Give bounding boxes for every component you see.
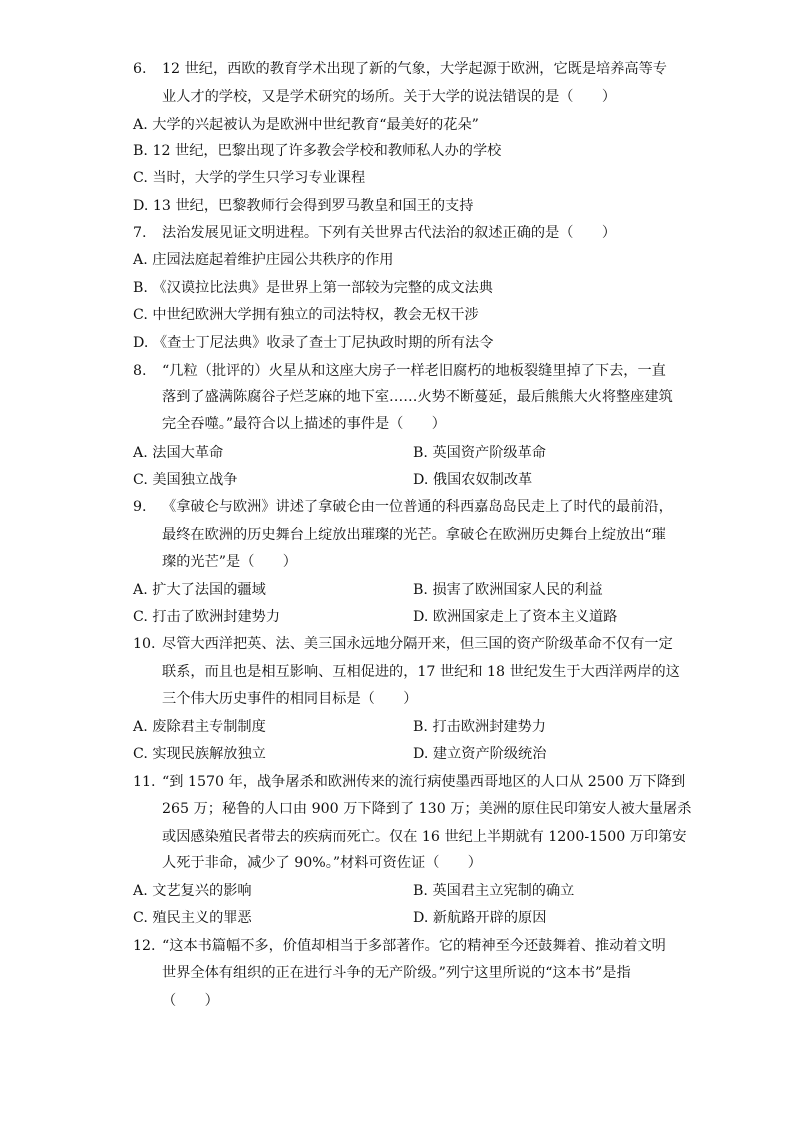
question-stem-line: 三个伟大历史事件的相同目标是（ ） (162, 691, 418, 707)
option-c: C. 殖民主义的罪恶 (133, 910, 252, 926)
question-stem-line: 12 世纪，西欧的教育学术出现了新的气象，大学起源于欧洲，它既是培养高等专 (162, 61, 667, 77)
option-b: B. 打击欧洲封建势力 (413, 719, 546, 735)
question-number: 6. (133, 61, 147, 77)
option-b: B. 《汉谟拉比法典》是世界上第一部较为完整的成文法典 (133, 280, 493, 296)
question-stem-line: 世界全体有组织的正在进行斗争的无产阶级。”列宁这里所说的“这本书”是指 (162, 965, 631, 981)
question-number: 11. (133, 774, 156, 790)
option-b: B. 12 世纪，巴黎出现了许多教会学校和教师私人办的学校 (133, 143, 502, 159)
option-b: B. 损害了欧洲国家人民的利益 (413, 582, 603, 598)
question-stem-line: 业人才的学校，又是学术研究的场所。关于大学的说法错误的是（ ） (162, 89, 617, 105)
question-number: 7. (133, 225, 147, 241)
option-a: A. 大学的兴起被认为是欧洲中世纪教育“最美好的花朵” (133, 117, 479, 133)
option-c: C. 中世纪欧洲大学拥有独立的司法特权，教会无权干涉 (133, 307, 479, 323)
question-stem-line: 尽管大西洋把英、法、美三国永远地分隔开来，但三国的资产阶级革命不仅有一定 (162, 636, 673, 652)
question-stem-line: 璨的光芒”是（ ） (162, 554, 297, 570)
question-number: 10. (133, 636, 156, 652)
option-a: A. 废除君主专制制度 (133, 719, 266, 735)
question-number: 12. (133, 938, 156, 954)
question-stem-line: 完全吞噬。”最符合以上描述的事件是（ ） (162, 416, 446, 432)
option-c: C. 打击了欧洲封建势力 (133, 609, 281, 625)
question-number: 9. (133, 499, 147, 515)
question-number: 8. (133, 363, 147, 379)
option-a: A. 文艺复兴的影响 (133, 883, 252, 899)
question-stem-line: 《拿破仑与欧洲》讲述了拿破仑由一位普通的科西嘉岛岛民走上了时代的最前沿， (162, 499, 673, 515)
option-b: B. 英国君主立宪制的确立 (413, 883, 575, 899)
question-stem-line: （ ） (162, 993, 219, 1009)
option-a: A. 法国大革命 (133, 445, 224, 461)
option-d: D. 《查士丁尼法典》收录了查士丁尼执政时期的所有法令 (133, 335, 494, 351)
option-d: D. 欧洲国家走上了资本主义道路 (413, 609, 618, 625)
option-d: D. 13 世纪，巴黎教师行会得到罗马教皇和国王的支持 (133, 198, 474, 214)
question-stem-line: 人死于非命，减少了 90%。”材料可资佐证（ ） (162, 855, 482, 871)
question-stem-line: 法治发展见证文明进程。下列有关世界古代法治的叙述正确的是（ ） (162, 225, 617, 241)
option-a: A. 庄园法庭起着维护庄园公共秩序的作用 (133, 252, 394, 268)
question-stem-line: 最终在欧洲的历史舞台上绽放出璀璨的光芒。拿破仑在欧洲历史舞台上绽放出“璀 (162, 527, 666, 543)
question-stem-line: “几粒（批评的）火星从和这座大房子一样老旧腐朽的地板裂缝里掉了下去，一直 (162, 363, 666, 379)
option-c: C. 实现民族解放独立 (133, 746, 266, 762)
option-c: C. 当时，大学的学生只学习专业课程 (133, 170, 366, 186)
question-stem-line: 联系，而且也是相互影响、互相促进的，17 世纪和 18 世纪发生于大西洋两岸的这 (162, 664, 680, 680)
question-stem-line: 265 万；秘鲁的人口由 900 万下降到了 130 万；美洲的原住民印第安人被大量屠杀 (162, 801, 692, 817)
option-b: B. 英国资产阶级革命 (413, 445, 546, 461)
option-a: A. 扩大了法国的疆域 (133, 582, 266, 598)
question-stem-line: “这本书篇幅不多，价值却相当于多部著作。它的精神至今还鼓舞着、推动着文明 (162, 938, 666, 954)
question-stem-line: “到 1570 年，战争屠杀和欧洲传来的流行病使墨西哥地区的人口从 2500 万下降到 (162, 774, 686, 790)
question-stem-line: 或因感染殖民者带去的疾病而死亡。仅在 16 世纪上半期就有 1200-1500 万印第安 (162, 829, 687, 845)
question-stem-line: 落到了盛满陈腐谷子烂芝麻的地下室……火势不断蔓延，最后熊熊大火将整座建筑 (162, 389, 673, 405)
option-d: D. 俄国农奴制改革 (413, 472, 533, 488)
option-d: D. 新航路开辟的原因 (413, 910, 547, 926)
option-c: C. 美国独立战争 (133, 472, 238, 488)
option-d: D. 建立资产阶级统治 (413, 746, 547, 762)
